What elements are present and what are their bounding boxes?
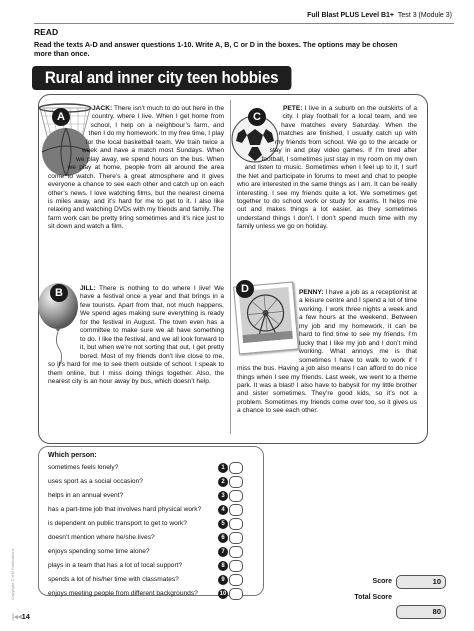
text-b — [48, 285, 224, 386]
badge-a: A — [52, 108, 70, 126]
text-b-name: JILL: — [80, 285, 96, 292]
question-row — [48, 475, 258, 489]
question-row — [48, 587, 258, 601]
question-number: 4 — [218, 505, 228, 515]
total-score-label: Total Score — [354, 594, 392, 601]
text-c — [237, 105, 417, 232]
copyright: Copyright © MM Publications — [10, 548, 15, 600]
question-text: is dependent on public transport to get to work? — [48, 520, 187, 527]
question-text: enjoys spending some time alone? — [48, 548, 150, 555]
answer-box[interactable] — [229, 546, 243, 558]
question-row — [48, 503, 258, 517]
question-number: 8 — [218, 561, 228, 571]
badge-b: B — [50, 284, 68, 302]
question-text: plays in a team that has a lot of local support? — [48, 562, 183, 569]
text-d — [237, 289, 417, 416]
question-row — [48, 573, 258, 587]
question-number: 10 — [219, 591, 227, 597]
question-number: 6 — [218, 533, 228, 543]
question-number: 9 — [218, 575, 228, 585]
question-row — [48, 517, 258, 531]
question-text: uses sport as a social occasion? — [48, 478, 143, 485]
score-box — [396, 575, 446, 589]
text-d-body: I have a job as a receptionist at a leisure centre and I spend a lot of time working. I work three nights a week and a few hours at the weekend. Between my job and my homework, it can be hard to find time to see my friends. I’m lucky that I like my job and I don’t mind working. What annoys me is that sometimes I have to walk to work if I miss the bus. Having a job also means I can afford to do nice things when I see my friends. Last week, we went to a theme park. It was a blast! I also have to babysit for my little brother and sister sometimes. They’re good kids, so it’s not a problem. Sometimes my friends come over too, so it gives us a chance to see each other. — [237, 289, 417, 415]
text-a-name: JACK: — [92, 105, 113, 112]
score-label: Score — [372, 578, 392, 585]
test-label: Test 3 (Module 3) — [397, 12, 452, 19]
badge-c: C — [248, 108, 266, 126]
answer-box[interactable] — [229, 574, 243, 586]
question-text: sometimes feels lonely? — [48, 464, 119, 471]
question-text: doesn’t mention where he/she lives? — [48, 534, 155, 541]
answer-box[interactable] — [229, 532, 243, 544]
text-b-body: There is nothing to do where I live! We have a festival once a year and that brings in a few tourists. Apart from that, not much happens. We spend ages making sure everything is ready for the festival in August. The town even has a committee to make sure we all have something to do. I like the festival, and we all look forward to it, but when we’re not sorting that out, I get pretty bored. Most of my friends don’t live close to me, so it’s hard for me to see them outside of school. I speak to them online, but I miss doing things together. Also, the nearest city is an hour away by bus, which doesn’t help. — [48, 285, 224, 385]
total-score-value: 80 — [432, 607, 441, 616]
answer-box[interactable] — [229, 518, 243, 530]
page-number: |◂◂14 — [12, 612, 30, 621]
answer-box[interactable] — [229, 504, 243, 516]
question-text: helps in an annual event? — [48, 492, 124, 499]
question-text: spends a lot of his/her time with classmates? — [48, 576, 179, 583]
total-score-box — [396, 605, 446, 619]
question-number: 1 — [218, 463, 228, 473]
answer-box[interactable] — [229, 462, 243, 474]
question-number: 5 — [218, 519, 228, 529]
question-row — [48, 489, 258, 503]
page-number-value: 14 — [21, 612, 30, 621]
answer-box[interactable] — [229, 560, 243, 572]
question-number: 7 — [218, 547, 228, 557]
score-value: 10 — [432, 577, 441, 586]
question-row — [48, 559, 258, 573]
section-label: READ — [34, 27, 59, 37]
question-text: has a part-time job that involves hard physical work? — [48, 506, 202, 513]
text-c-name: PETE: — [283, 105, 303, 112]
book-title: Full Blast PLUS Level B1+ — [307, 12, 395, 19]
page-header — [307, 12, 452, 19]
text-a-body: There isn’t much to do out here in the country, where I live. When I get home from school, I help on a neighbour’s farm, and then I do my homework. In my free time, I play for the local basketball team. We train twice a week and have a match most Sundays. When we play away, we spend hours on the bus. When we play at home, people from all around the area come to watch. There’s a great atmosphere and it gives everyone a chance to see each other and catch up on each other’s news. I love watching films, but the nearest cinema is miles away, and it’s hard for me to get to it. I also like relaxing and watching DVDs with my friends and family. The farm work can be pretty tiring sometimes and it’s nice just to sit down and watch a film. — [48, 105, 224, 231]
header-rule — [34, 23, 454, 24]
question-text: enjoys meeting people from different backgrounds? — [48, 590, 198, 597]
question-row — [48, 531, 258, 545]
answer-box[interactable] — [229, 476, 243, 488]
answer-box[interactable] — [229, 490, 243, 502]
instructions: Read the texts A-D and answer questions 1-10. Write A, B, C or D in the boxes. The options may be chosen more than once. — [34, 40, 398, 58]
page-title: Rural and inner city teen hobbies — [32, 66, 291, 90]
text-c-body: I live in a suburb on the outskirts of a city. I play football for a local team, and we have matches every Saturday. When the matches are finished, I usually catch up with my friends from school. We go to the arcade or stay in and play video games. If I’m tired after football, I sometimes just stay in my room on my own and listen to music. Sometimes when I feel up to it, I surf the Net and participate in forums to meet and chat to people who are interested in the same things as I am. It can be really interesting. I see my friends quite a lot. We sometimes get together to do school work or study for exams. It helps me out and makes things a lot easier, as they sometimes understand things I don’t. I don’t spend much time with my family unless we go on holiday. — [237, 105, 417, 231]
question-number: 3 — [218, 491, 228, 501]
text-d-name: PENNY: — [299, 289, 324, 296]
question-row — [48, 461, 258, 475]
question-row — [48, 545, 258, 559]
question-number: 2 — [218, 477, 228, 487]
badge-d: D — [236, 280, 254, 298]
questions-heading: Which person: — [48, 452, 97, 459]
answer-box[interactable] — [229, 588, 243, 600]
text-a — [48, 105, 224, 232]
